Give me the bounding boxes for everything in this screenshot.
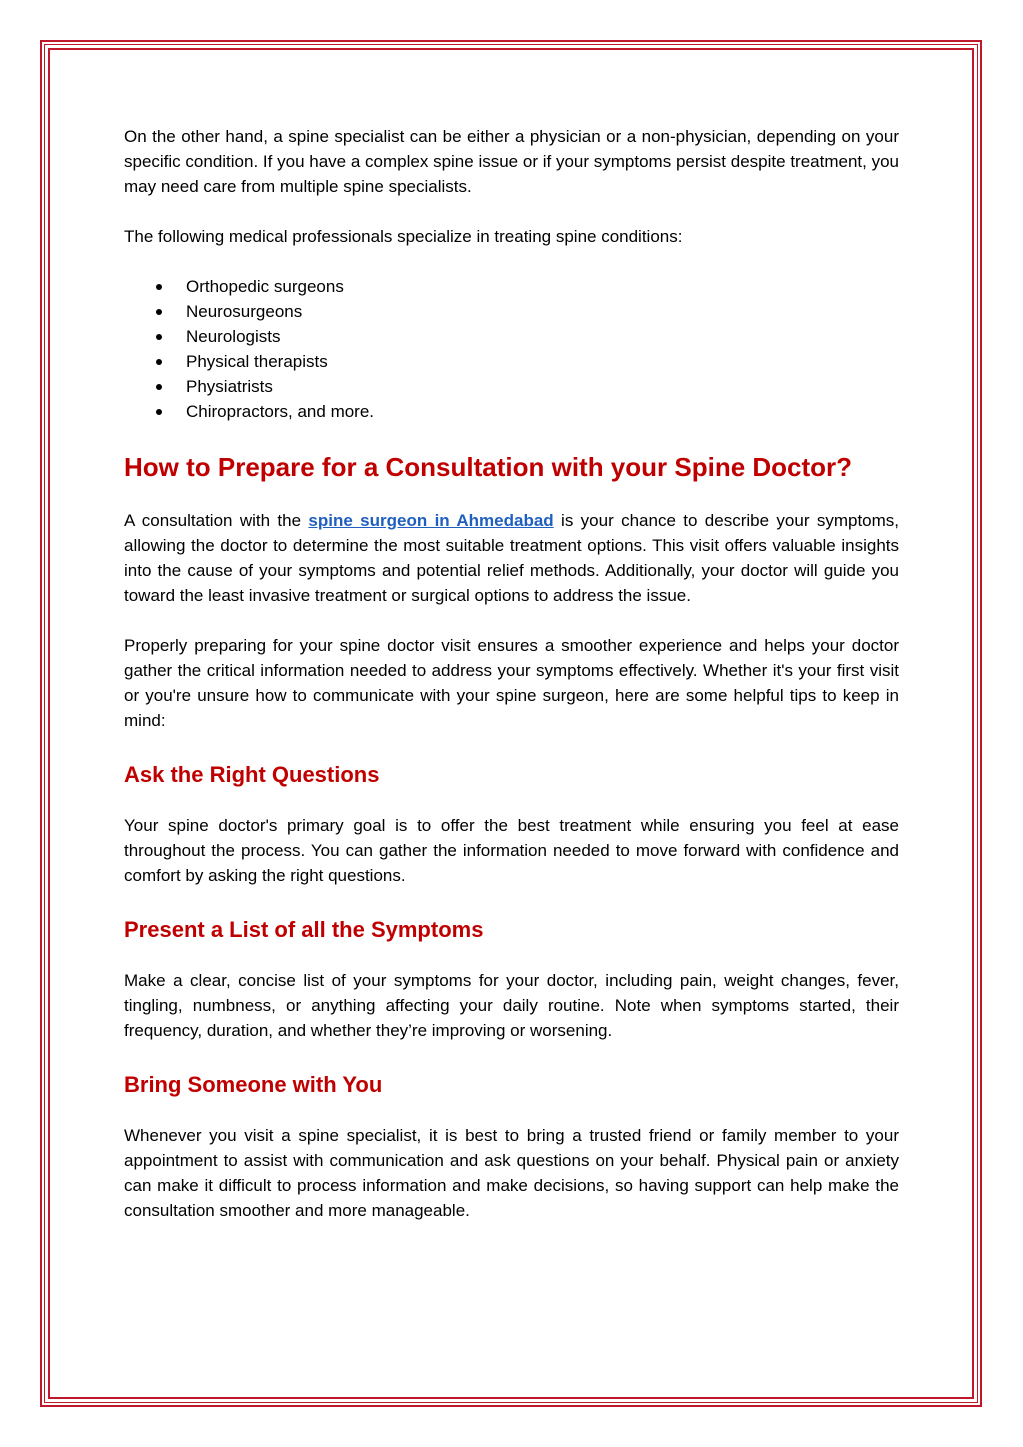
questions-paragraph: Your spine doctor's primary goal is to offer the best treatment while ensuring you feel at ease throughout the process. You can gather the information needed to move forward with confidence and comfort by asking the right questions.: [124, 816, 899, 885]
document-body: [124, 124, 899, 1223]
spine-surgeon-link[interactable]: spine surgeon in Ahmedabad: [308, 511, 554, 530]
intro-paragraph: On the other hand, a spine specialist can be either a physician or a non-physician, depending on your specific condition. If you have a complex spine issue or if your symptoms persist despite treatment, you may need care from multiple spine specialists.: [124, 127, 899, 196]
consultation-paragraph: [124, 508, 899, 608]
list-item: Physiatrists: [124, 374, 899, 399]
bring-someone-heading: Bring Someone with You: [124, 1072, 383, 1097]
consultation-text-start: A consultation with the: [124, 511, 309, 530]
symptoms-heading: Present a List of all the Symptoms: [124, 917, 484, 942]
symptoms-paragraph: Make a clear, concise list of your symptoms for your doctor, including pain, weight changes, fever, tingling, numbness, or anything affecting your daily routine. Note when symptoms started, their frequency, duration, and whether they’re improving or worsening.: [124, 971, 899, 1040]
professionals-intro: The following medical professionals specialize in treating spine conditions:: [124, 227, 683, 246]
prepare-heading: How to Prepare for a Consultation with your Spine Doctor?: [124, 452, 853, 482]
questions-heading: Ask the Right Questions: [124, 762, 380, 787]
list-item: Chiropractors, and more.: [124, 399, 899, 424]
bring-someone-paragraph: Whenever you visit a spine specialist, it is best to bring a trusted friend or family member to your appointment to assist with communication and ask questions on your behalf. Physical pain or anxiety can make it difficult to process information and make decisions, so having support can help make the consultation smoother and more manageable.: [124, 1126, 899, 1220]
list-item: Orthopedic surgeons: [124, 274, 899, 299]
list-item: Neurologists: [124, 324, 899, 349]
list-item: Physical therapists: [124, 349, 899, 374]
list-item: Neurosurgeons: [124, 299, 899, 324]
consultation-text-end: is your chance to describe your symptoms, allowing the doctor to determine the most suitable treatment options. This visit offers valuable insights into the cause of your symptoms and potential relief methods. Additionally, your doctor will guide you toward the least invasive treatment or surgical options to address the issue.: [124, 511, 900, 605]
preparing-paragraph: Properly preparing for your spine doctor visit ensures a smoother experience and helps your doctor gather the critical information needed to address your symptoms effectively. Whether it's your first visit or you're unsure how to communicate with your spine surgeon, here are some helpful tips to keep in mind:: [124, 636, 899, 730]
professionals-list: [124, 274, 899, 424]
